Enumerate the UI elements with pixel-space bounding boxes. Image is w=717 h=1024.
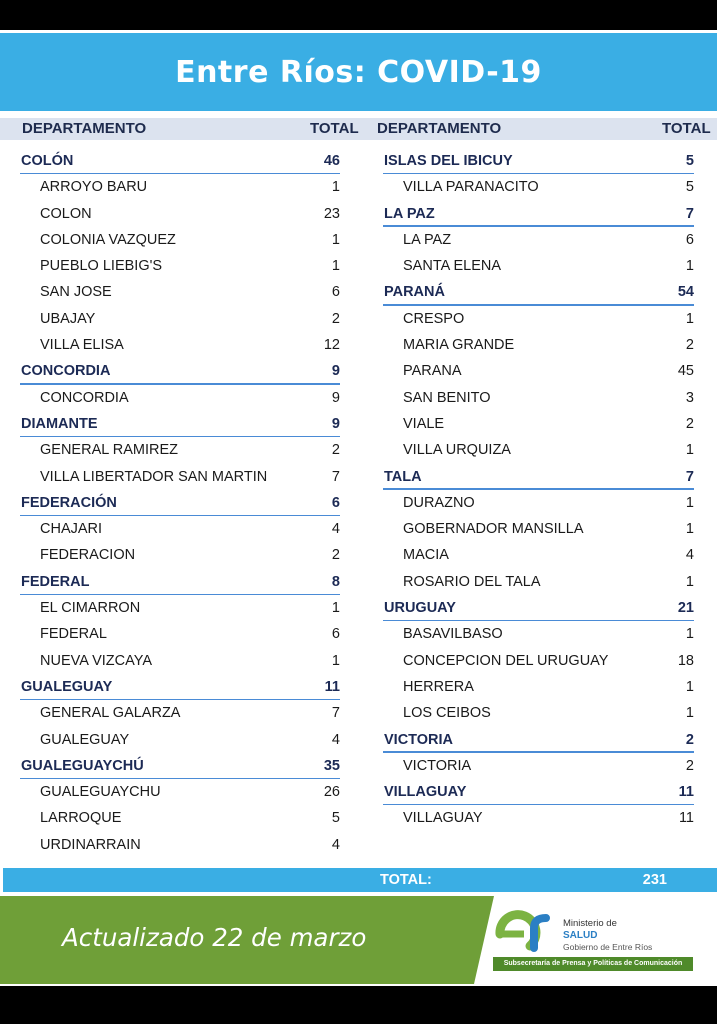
department-total: 7: [685, 205, 694, 222]
department-row: [383, 727, 694, 753]
locality-total: 12: [323, 337, 340, 354]
locality-total: 1: [685, 494, 694, 511]
locality-total: 45: [677, 363, 694, 380]
locality-row: [383, 805, 694, 831]
locality-row: [20, 306, 340, 332]
left-dept-header: DEPARTAMENTO: [22, 120, 147, 137]
department-total: 7: [685, 468, 694, 485]
department-name: DIAMANTE: [21, 415, 98, 432]
locality-total: 1: [685, 573, 694, 590]
locality-total: 4: [331, 836, 340, 853]
locality-name: COLONIA VAZQUEZ: [40, 231, 176, 248]
locality-total: 1: [685, 705, 694, 722]
locality-row: [383, 648, 694, 674]
subsecretaria-strip: Subsecretaría de Prensa y Políticas de Comunicación: [493, 957, 693, 971]
locality-total: 6: [331, 284, 340, 301]
page-title: Entre Ríos: COVID-19: [175, 54, 542, 90]
locality-row: [383, 253, 694, 279]
logo-salud-text: SALUD: [563, 930, 598, 941]
department-name: PARANÁ: [384, 284, 445, 301]
locality-name: ARROYO BARU: [40, 179, 148, 196]
locality-name: VILLA LIBERTADOR SAN MARTIN: [40, 468, 268, 485]
department-name: TALA: [384, 468, 422, 485]
locality-name: CONCORDIA: [40, 389, 129, 406]
locality-row: [20, 542, 340, 568]
locality-row: [383, 332, 694, 358]
locality-total: 1: [685, 678, 694, 695]
locality-total: 11: [678, 810, 694, 827]
locality-name: CRESPO: [403, 310, 465, 327]
locality-total: 1: [331, 231, 340, 248]
locality-total: 4: [685, 547, 694, 564]
locality-row: [383, 385, 694, 411]
locality-name: VIALE: [403, 415, 445, 432]
locality-total: 2: [685, 337, 694, 354]
column-headers: [0, 118, 717, 140]
locality-name: HERRERA: [403, 678, 474, 695]
department-row: [383, 148, 694, 174]
department-total: 9: [331, 415, 340, 432]
locality-total: 18: [677, 652, 694, 669]
locality-name: SANTA ELENA: [403, 258, 502, 275]
ministry-logo-icon: [494, 904, 556, 960]
locality-total: 26: [323, 784, 340, 801]
locality-total: 2: [331, 310, 340, 327]
locality-total: 6: [331, 626, 340, 643]
department-name: FEDERAL: [21, 573, 90, 590]
left-table: [20, 148, 340, 858]
locality-row: [20, 464, 340, 490]
locality-total: 1: [685, 258, 694, 275]
locality-total: 5: [685, 179, 694, 196]
locality-row: [20, 279, 340, 305]
locality-row: [20, 516, 340, 542]
locality-name: COLON: [40, 205, 92, 222]
locality-row: [20, 779, 340, 805]
department-total: 5: [685, 153, 694, 169]
locality-row: [20, 332, 340, 358]
department-row: [383, 201, 694, 227]
right-dept-header: DEPARTAMENTO: [377, 120, 502, 137]
department-name: CONCORDIA: [21, 363, 111, 380]
locality-row: [20, 648, 340, 674]
locality-name: GUALEGUAY: [40, 731, 130, 748]
department-row: [383, 464, 694, 490]
locality-name: CONCEPCION DEL URUGUAY: [403, 652, 609, 669]
department-total: 46: [323, 153, 340, 169]
locality-name: EL CIMARRON: [40, 600, 141, 617]
locality-total: 9: [331, 389, 340, 406]
locality-name: PARANA: [403, 363, 462, 380]
locality-row: [20, 385, 340, 411]
department-total: 2: [685, 731, 694, 748]
locality-total: 4: [331, 731, 340, 748]
logo-ministerio-text: Ministerio de: [563, 918, 617, 929]
total-value: 231: [642, 872, 667, 888]
locality-row: [20, 621, 340, 647]
locality-total: 1: [331, 652, 340, 669]
locality-row: [383, 674, 694, 700]
locality-name: NUEVA VIZCAYA: [40, 652, 152, 669]
department-name: URUGUAY: [384, 600, 456, 617]
locality-name: GENERAL RAMIREZ: [40, 442, 179, 459]
department-name: FEDERACIÓN: [21, 494, 117, 511]
department-total: 11: [324, 678, 340, 695]
locality-row: [383, 227, 694, 253]
locality-name: LOS CEIBOS: [403, 705, 491, 722]
locality-row: [383, 700, 694, 726]
locality-total: 2: [685, 757, 694, 774]
locality-name: GOBERNADOR MANSILLA: [403, 521, 584, 538]
locality-name: PUEBLO LIEBIG'S: [40, 258, 163, 275]
locality-name: UBAJAY: [40, 310, 96, 327]
locality-row: [20, 227, 340, 253]
locality-name: SAN BENITO: [403, 389, 491, 406]
department-row: [20, 569, 340, 595]
left-total-header: TOTAL: [310, 120, 359, 137]
locality-name: VILLA ELISA: [40, 337, 124, 354]
department-name: ISLAS DEL IBICUY: [384, 153, 513, 169]
right-total-header: TOTAL: [662, 120, 711, 137]
department-total: 9: [331, 363, 340, 380]
locality-name: VICTORIA: [403, 757, 472, 774]
department-name: GUALEGUAYCHÚ: [21, 757, 144, 774]
locality-name: VILLAGUAY: [403, 810, 483, 827]
department-total: 11: [678, 784, 694, 801]
department-total: 54: [677, 284, 694, 301]
locality-name: FEDERAL: [40, 626, 107, 643]
locality-row: [383, 490, 694, 516]
locality-total: 1: [685, 442, 694, 459]
locality-total: 2: [685, 415, 694, 432]
locality-total: 1: [331, 258, 340, 275]
total-bar: [3, 868, 717, 892]
department-name: COLÓN: [21, 153, 74, 169]
locality-row: [20, 805, 340, 831]
locality-name: GUALEGUAYCHU: [40, 784, 161, 801]
locality-row: [383, 306, 694, 332]
department-name: VICTORIA: [384, 731, 454, 748]
locality-row: [20, 174, 340, 200]
locality-row: [383, 358, 694, 384]
department-name: GUALEGUAY: [21, 678, 113, 695]
department-name: LA PAZ: [384, 205, 435, 222]
locality-name: DURAZNO: [403, 494, 475, 511]
locality-row: [383, 411, 694, 437]
locality-name: URDINARRAIN: [40, 836, 141, 853]
locality-name: VILLA PARANACITO: [403, 179, 539, 196]
locality-total: 1: [685, 626, 694, 643]
locality-name: MACIA: [403, 547, 449, 564]
locality-name: VILLA URQUIZA: [403, 442, 511, 459]
locality-name: CHAJARI: [40, 521, 103, 538]
locality-row: [383, 174, 694, 200]
locality-name: MARIA GRANDE: [403, 337, 515, 354]
locality-total: 7: [331, 705, 340, 722]
locality-name: BASAVILBASO: [403, 626, 503, 643]
locality-name: ROSARIO DEL TALA: [403, 573, 541, 590]
department-row: [20, 753, 340, 779]
locality-row: [20, 727, 340, 753]
department-row: [20, 358, 340, 384]
logo-gobierno-text: Gobierno de Entre Ríos: [563, 942, 653, 952]
locality-name: FEDERACION: [40, 547, 136, 564]
locality-row: [383, 753, 694, 779]
report-page: [0, 30, 717, 986]
locality-total: 23: [323, 205, 340, 222]
locality-row: [20, 437, 340, 463]
department-name: VILLAGUAY: [384, 784, 467, 801]
locality-total: 2: [331, 547, 340, 564]
locality-total: 1: [331, 600, 340, 617]
locality-row: [20, 595, 340, 621]
locality-row: [20, 253, 340, 279]
locality-name: SAN JOSE: [40, 284, 112, 301]
department-row: [383, 279, 694, 305]
locality-name: LARROQUE: [40, 810, 122, 827]
locality-row: [383, 437, 694, 463]
locality-total: 6: [685, 231, 694, 248]
locality-total: 5: [331, 810, 340, 827]
locality-total: 4: [331, 521, 340, 538]
department-row: [383, 779, 694, 805]
locality-name: GENERAL GALARZA: [40, 705, 181, 722]
right-table: [383, 148, 694, 832]
locality-total: 3: [685, 389, 694, 406]
department-total: 21: [677, 600, 694, 617]
locality-row: [383, 621, 694, 647]
department-row: [20, 148, 340, 174]
locality-total: 1: [331, 179, 340, 196]
locality-total: 2: [331, 442, 340, 459]
locality-name: LA PAZ: [403, 231, 452, 248]
locality-row: [383, 516, 694, 542]
locality-total: 1: [685, 310, 694, 327]
department-row: [20, 674, 340, 700]
locality-row: [20, 201, 340, 227]
department-total: 6: [331, 494, 340, 511]
updated-date: Actualizado 22 de marzo: [62, 923, 367, 952]
department-row: [20, 490, 340, 516]
title-banner: [0, 33, 717, 111]
locality-total: 1: [685, 521, 694, 538]
department-row: [383, 595, 694, 621]
department-row: [20, 411, 340, 437]
locality-row: [383, 542, 694, 568]
department-total: 8: [331, 573, 340, 590]
locality-row: [20, 832, 340, 858]
locality-total: 7: [331, 468, 340, 485]
locality-row: [383, 569, 694, 595]
department-total: 35: [323, 757, 340, 774]
locality-row: [20, 700, 340, 726]
footer: [0, 896, 717, 984]
total-label: TOTAL:: [380, 872, 432, 888]
